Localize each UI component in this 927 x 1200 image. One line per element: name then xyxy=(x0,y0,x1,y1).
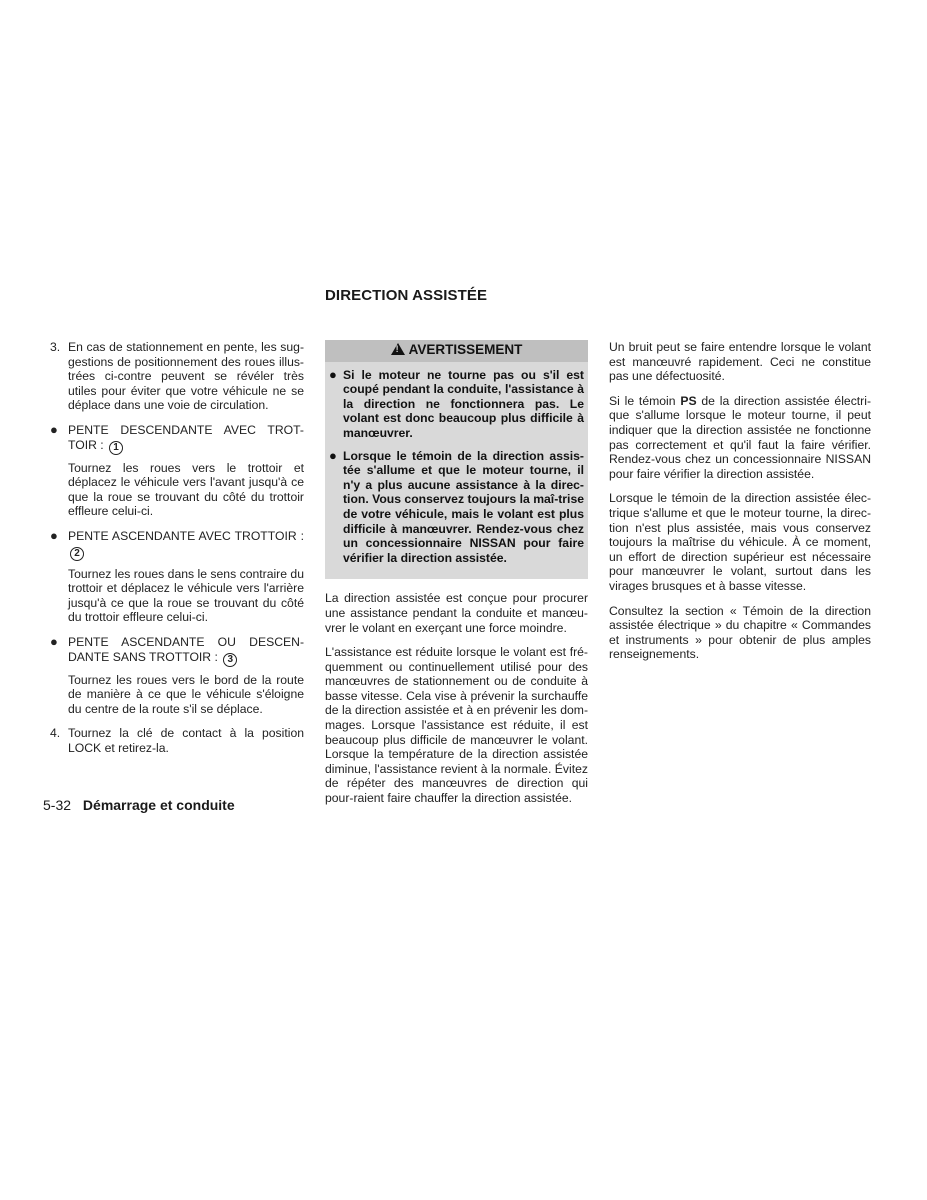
circled-number-2: 2 xyxy=(70,547,84,561)
bullet-description: Tournez les roues vers le bord de la route de manière à ce que le véhicule s'éloigne du centre de la route s'il se déplace. xyxy=(68,672,304,716)
warning-item xyxy=(325,449,588,566)
column-left xyxy=(50,340,304,765)
chapter-title: Démarrage et conduite xyxy=(82,797,235,813)
list-item-3 xyxy=(50,340,304,413)
ps-indicator-label: PS xyxy=(680,393,697,408)
paragraph-ps-indicator xyxy=(609,394,871,482)
paragraph: Un bruit peut se faire entendre lorsque le volant est manœuvré rapidement. Ceci ne constitue pas une défectuosité. xyxy=(609,340,871,384)
bullet-icon: ● xyxy=(50,527,58,543)
paragraph: L'assistance est réduite lorsque le volant est fré-quemment ou continuellement utilisé pour des manœuvres de stationnement ou de conduite à basse vitesse. Cela vise à prévenir la surchauffe de la direction assistée et à en prévenir les dom-mages. Lorsque l'assistance est réduite, il est beaucoup plus difficile de manœuvrer le volant. Lorsque la température de la direction assistée diminue, l'assistance revient à la normale. Évitez de répéter des manœuvres de direction qui pour-raient faire chauffer la direction assistée. xyxy=(325,645,588,806)
bullet-uphill-curb xyxy=(50,529,304,561)
bullet-downhill-curb xyxy=(50,423,304,455)
warning-item xyxy=(325,368,588,441)
bullet-label: PENTE ASCENDANTE AVEC TROTTOIR : xyxy=(68,528,304,543)
warning-header xyxy=(325,340,588,362)
paragraph: La direction assistée est conçue pour procurer une assistance pendant la conduite et manœu-vrer le volant en exerçant une force moindre. xyxy=(325,591,588,635)
section-heading: DIRECTION ASSISTÉE xyxy=(325,287,488,304)
warning-title: AVERTISSEMENT xyxy=(408,342,523,357)
column-right xyxy=(609,340,871,672)
bullet-icon: ● xyxy=(329,366,337,382)
bullet-description: Tournez les roues dans le sens contraire du trottoir et déplacez le véhicule vers l'arrière jusqu'à ce que la roue se trouvant du côté du trottoir effleure celui-ci. xyxy=(68,566,304,625)
column-middle xyxy=(325,340,588,816)
page-number: 5-32 xyxy=(43,797,72,813)
paragraph: Consultez la section « Témoin de la direction assistée électrique » du chapitre « Commandes et instruments » pour obtenir de plus amples renseignements. xyxy=(609,603,871,662)
circled-number-1: 1 xyxy=(109,441,123,455)
warning-box xyxy=(325,340,588,579)
text-run: de la direction assistée électri-que s'allume lorsque le moteur tourne, il peut indiquer que la direction assistée ne fonctionne pas correctement et qu'il faut la faire vérifier. Rendez-vous chez un concessionnaire NISSAN pour faire vérifier la direction assistée. xyxy=(609,393,871,481)
warning-triangle-icon xyxy=(391,343,405,355)
warning-text: Lorsque le témoin de la direction assis-tée s'allume et que le moteur tourne, il n'y a plus aucune assistance à la direc-tion. Vous conservez toujours la maî-trise de votre véhicule, mais le volant est plus difficile à manœuvrer. Rendez-vous chez un concessionnaire NISSAN pour faire vérifier la direction assistée. xyxy=(343,448,584,565)
bullet-description: Tournez les roues vers le trottoir et déplacez le véhicule vers l'avant jusqu'à ce que la roue se trouvant du côté du trottoir effleure celui-ci. xyxy=(68,460,304,519)
item-number: 4. xyxy=(50,726,61,741)
bullet-label: PENTE DESCENDANTE AVEC TROT-TOIR : xyxy=(68,422,304,452)
bullet-icon: ● xyxy=(50,633,58,649)
bullet-icon: ● xyxy=(50,421,58,437)
text-run: Si le témoin xyxy=(609,393,681,408)
item-number: 3. xyxy=(50,340,61,354)
warning-text: Si le moteur ne tourne pas ou s'il est coupé pendant la conduite, l'assistance à la direction ne fonctionnera pas. Le volant est donc beaucoup plus difficile à manœuvrer. xyxy=(343,367,584,440)
bullet-no-curb xyxy=(50,635,304,667)
list-item-4 xyxy=(50,726,304,755)
bullet-icon: ● xyxy=(329,447,337,463)
page-footer xyxy=(43,797,235,813)
item-text: En cas de stationnement en pente, les sug-gestions de positionnement des roues illus-trées ci-contre peuvent se révéler très utiles pour éviter que votre véhicule ne se déplace dans une voie de circulation. xyxy=(68,340,304,413)
paragraph: Lorsque le témoin de la direction assistée élec-trique s'allume et que le moteur tourne, la direc-tion n'est plus assistée, mais vous conservez toujours la maîtrise du véhicule. À ce moment, un effort de direction supérieur est nécessaire pour manœuvrer le volant, surtout dans les virages brusques et à basse vitesse. xyxy=(609,491,871,593)
circled-number-3: 3 xyxy=(223,653,237,667)
bullet-label: PENTE ASCENDANTE OU DESCEN-DANTE SANS TROTTOIR : xyxy=(68,634,304,664)
item-text: Tournez la clé de contact à la position LOCK et retirez-la. xyxy=(68,726,304,755)
